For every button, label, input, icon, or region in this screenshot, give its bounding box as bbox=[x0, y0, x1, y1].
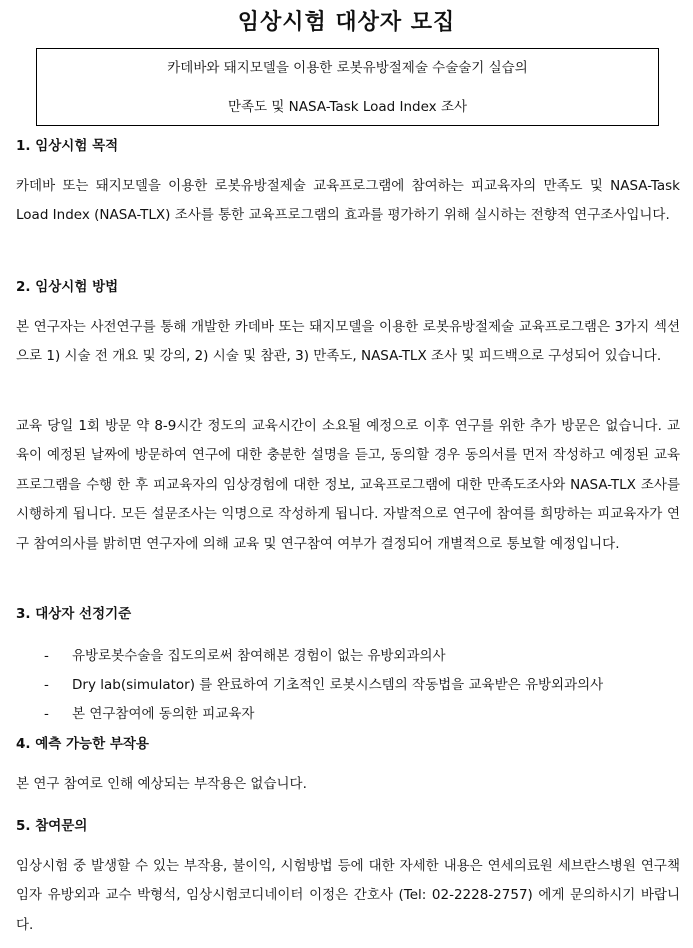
list-bullet: - bbox=[44, 677, 49, 693]
subtitle-line-1: 카데바와 돼지모델을 이용한 로봇유방절제술 수술술기 실습의 bbox=[167, 60, 528, 76]
section-heading-purpose: 1. 임상시험 목적 bbox=[16, 138, 119, 154]
section-paragraph-side-effects: 본 연구 참여로 인해 예상되는 부작용은 없습니다. bbox=[16, 776, 307, 792]
section-heading-criteria: 3. 대상자 선정기준 bbox=[16, 606, 132, 622]
section-heading-method: 2. 임상시험 방법 bbox=[16, 279, 119, 295]
section-paragraph-method-1: 본 연구자는 사전연구를 통해 개발한 카데바 또는 돼지모델을 이용한 로봇유방절제술 교육프로그램은 3가지 섹션으로 1) 시술 전 개요 및 강의, 2) 시술 및 참관, 3) 만족도, NASA-TLX 조사 및 피드백으로 구성되어 있습니다. bbox=[16, 319, 680, 365]
section-paragraph-purpose: 카데바 또는 돼지모델을 이용한 로봇유방절제술 교육프로그램에 참여하는 피교육자의 만족도 및 NASA-Task Load Index (NASA-TLX) 조사를 통한 교육프로그램의 효과를 평가하기 위해 실시하는 전향적 연구조사입니다. bbox=[16, 178, 680, 224]
list-bullet: - bbox=[44, 648, 49, 664]
list-item bbox=[44, 645, 680, 667]
section-heading-contact: 5. 참여문의 bbox=[16, 818, 88, 834]
list-item-text: 본 연구참여에 동의한 피교육자 bbox=[72, 706, 255, 722]
page-title: 임상시험 대상자 모집 bbox=[237, 10, 456, 35]
list-item-text: 유방로봇수술을 집도의로써 참여해본 경험이 없는 유방외과의사 bbox=[72, 648, 446, 664]
list-bullet: - bbox=[44, 706, 49, 722]
list-item-text: Dry lab(simulator) 를 완료하여 기초적인 로봇시스템의 작동법을 교육받은 유방외과의사 bbox=[72, 677, 604, 693]
section-paragraph-method-2: 교육 당일 1회 방문 약 8-9시간 정도의 교육시간이 소요될 예정으로 이후 연구를 위한 추가 방문은 없습니다. 교육이 예정된 날짜에 방문하여 연구에 대한 충분한 설명을 듣고, 동의할 경우 동의서를 먼저 작성하고 예정된 교육프로그램을 수행 한 후 피교육자의 임상경험에 대한 정보, 교육프로그램에 대한 만족도조사와 NASA-TLX 조사를 시행하게 됩니다. 모든 설문조사는 익명으로 작성하게 됩니다. 자발적으로 연구에 참여를 희망하는 피교육자가 연구 참여의사를 밝히면 연구자에 의해 교육 및 연구참여 여부가 결정되어 개별적으로 통보할 예정입니다. bbox=[16, 418, 680, 552]
section-paragraph-contact: 임상시험 중 발생할 수 있는 부작용, 불이익, 시험방법 등에 대한 자세한 내용은 연세의료원 세브란스병원 연구책임자 유방외과 교수 박형석, 임상시험코디네이터 이정은 간호사 (Tel: 02-2228-2757) 에게 문의하시기 바랍니다. bbox=[16, 858, 680, 933]
section-heading-side-effects: 4. 예측 가능한 부작용 bbox=[16, 736, 149, 752]
subtitle-line-2: 만족도 및 NASA-Task Load Index 조사 bbox=[227, 99, 468, 115]
list-item bbox=[44, 674, 680, 696]
subtitle-box bbox=[36, 48, 659, 126]
list-item bbox=[44, 703, 680, 725]
